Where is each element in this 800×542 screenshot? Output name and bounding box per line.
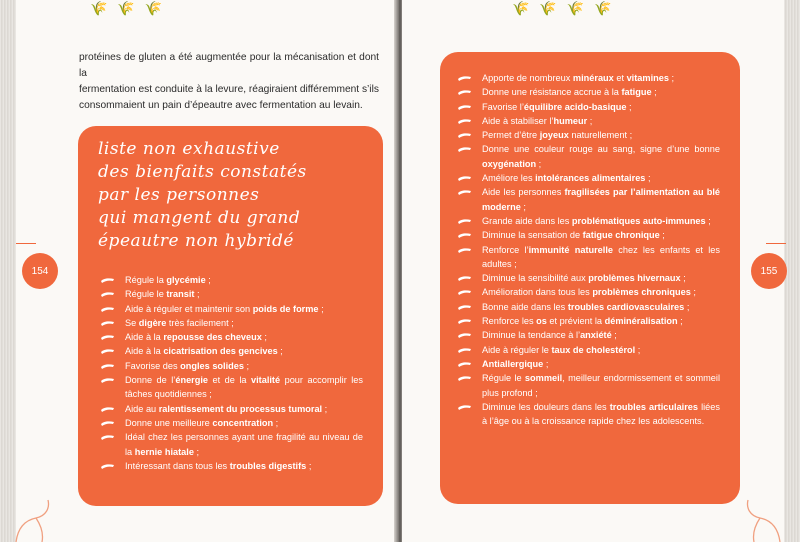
item-text: ; (243, 360, 250, 371)
brush-stroke-icon (458, 175, 471, 181)
item-text: ; (543, 358, 549, 369)
item-text: Diminue la sensation de (482, 230, 583, 241)
item-text: naturellement ; (568, 130, 633, 141)
brush-stroke-icon (458, 146, 471, 152)
item-text: ; (306, 460, 312, 471)
item-text: Favorise l’ (482, 101, 524, 112)
item-keyword: déminéralisation (604, 316, 678, 327)
item-text: Aide à la (125, 346, 164, 357)
item-text: Favorise des (125, 360, 181, 371)
box-title (98, 138, 368, 253)
brush-stroke-icon (101, 334, 114, 340)
item-text: Améliore les (482, 173, 536, 184)
list-item (458, 314, 720, 328)
item-keyword: ongles solides (180, 360, 244, 371)
brush-stroke-icon (101, 434, 114, 440)
brush-stroke-icon (101, 291, 114, 297)
wheat-decoration-icon: 🌾🌾🌾 (90, 0, 173, 16)
item-keyword: oxygénation (482, 158, 537, 169)
item-keyword: fatigue (621, 87, 652, 98)
page-number-badge (751, 253, 787, 289)
brush-stroke-icon (458, 132, 471, 138)
item-text: Aide à réguler et maintenir son (125, 303, 253, 314)
item-text: ; (261, 332, 267, 343)
box-title-line: des bienfaits constatés (98, 162, 307, 182)
item-text: Aide à stabiliser l’ (482, 115, 554, 126)
list-item (101, 416, 363, 430)
list-item (458, 114, 720, 128)
item-text: ; (194, 289, 200, 300)
item-keyword: sommeil (524, 373, 563, 384)
list-item (458, 85, 720, 99)
item-text: Aide à réguler le (482, 344, 552, 355)
item-text: Donne une résistance accrue à la (482, 87, 622, 98)
item-keyword: problématiques auto-immunes (571, 215, 706, 226)
list-item (458, 357, 720, 371)
list-item (458, 300, 720, 314)
item-text: Donne une meilleure (125, 417, 213, 428)
item-text: Aide au (125, 403, 159, 414)
brush-stroke-icon (458, 289, 471, 295)
item-text: ; (205, 275, 211, 285)
item-text: ; (635, 344, 641, 355)
brush-stroke-icon (101, 320, 114, 326)
item-text: Aide à la (125, 332, 164, 343)
list-item (458, 171, 720, 185)
item-text: Régule le (482, 373, 525, 384)
brush-stroke-icon (101, 420, 114, 426)
item-text: Diminue les douleurs dans les (482, 401, 610, 412)
item-text: ; (690, 287, 696, 298)
list-item (101, 373, 363, 402)
list-item (458, 214, 720, 228)
item-keyword: cicatrisation des gencives (163, 346, 278, 357)
item-text: ; (318, 303, 324, 314)
intro-line: protéines de gluten a été augmentée pour la mécanisation et dont la (79, 52, 379, 79)
brush-stroke-icon (101, 463, 114, 469)
list-item (101, 402, 363, 416)
item-text: Diminue la sensibilité aux (482, 273, 589, 284)
item-keyword: Antiallergique (482, 358, 544, 369)
brush-stroke-icon (458, 275, 471, 281)
item-text: Renforce l’ (482, 244, 529, 255)
face-line-drawing-icon (6, 492, 66, 542)
item-text: ; (626, 101, 632, 112)
item-text: ; (273, 417, 279, 428)
list-item (458, 100, 720, 114)
brush-stroke-icon (458, 118, 471, 124)
item-text: ; (659, 230, 665, 241)
box-title-line: par les personnes (98, 185, 260, 205)
page-number-badge (22, 253, 58, 289)
item-keyword: fatigue chronique (582, 230, 660, 241)
list-item (458, 328, 720, 342)
item-text: , meilleur endormissement et sommeil plus profond ; (482, 373, 720, 398)
list-item (101, 359, 363, 373)
item-keyword: troubles digestifs (229, 460, 307, 471)
item-text: Grande aide dans les (482, 215, 572, 226)
item-text: ; (705, 215, 711, 226)
item-text: Idéal chez les personnes ayant une fragilité au niveau de la (125, 432, 363, 457)
item-text: et (613, 73, 627, 83)
list-item (101, 302, 363, 316)
item-text: très facilement ; (166, 317, 234, 328)
item-text: ; (651, 87, 657, 98)
item-text: ; (611, 330, 617, 341)
item-text: ; (684, 301, 690, 312)
item-keyword: équilibre acido-basique (523, 101, 627, 112)
list-item (458, 71, 720, 85)
item-keyword: ralentissement du processus tumoral (158, 403, 323, 414)
benefits-list-right (458, 71, 720, 428)
brush-stroke-icon (101, 277, 114, 283)
item-keyword: problèmes chroniques (592, 287, 691, 298)
item-text: ; (677, 316, 683, 327)
box-title-line: qui mangent du grand (98, 208, 301, 228)
item-keyword: troubles cardiovasculaires (567, 301, 685, 312)
page-number-line (16, 243, 36, 244)
item-text: ; (277, 346, 283, 357)
page-number: 155 (760, 265, 778, 277)
list-item (101, 316, 363, 330)
item-keyword: immunité naturelle (528, 244, 614, 255)
brush-stroke-icon (101, 406, 114, 412)
item-text: Se (125, 317, 139, 328)
brush-stroke-icon (101, 363, 114, 369)
brush-stroke-icon (458, 404, 471, 410)
item-text: liées à l’âge ou à la croissance rapide chez les adolescents. (482, 401, 720, 427)
item-text: pour accomplir les tâches quotidiennes ; (125, 375, 363, 400)
item-keyword: troubles articulaires (609, 401, 699, 412)
brush-stroke-icon (458, 232, 471, 238)
brush-stroke-icon (458, 104, 471, 110)
list-item (101, 459, 363, 473)
item-text: ; (645, 173, 651, 184)
item-text: Donne une couleur rouge au sang, signe d’une bonne (482, 144, 720, 155)
brush-stroke-icon (101, 306, 114, 312)
intro-line: fermentation est conduite à la levure, réagiraient différemment s’ils (79, 84, 379, 95)
item-keyword: hernie hiatale (134, 446, 194, 457)
item-text: Intéressant dans tous les (125, 460, 230, 471)
item-keyword: transit (166, 289, 195, 300)
item-text: chez les enfants et les adultes ; (482, 244, 720, 269)
list-item (458, 400, 720, 429)
item-text: Régule le (125, 289, 167, 300)
list-item (458, 185, 720, 214)
wheat-decoration-icon: 🌾🌾🌾🌾 (512, 0, 622, 16)
brush-stroke-icon (458, 361, 471, 367)
item-keyword: fragilisées par l’alimentation au blé moderne (482, 187, 720, 212)
list-item (458, 142, 720, 171)
item-keyword: repousse des cheveux (163, 332, 262, 343)
item-keyword: vitalité (251, 375, 281, 386)
list-item (101, 287, 363, 301)
item-keyword: vitamines (626, 73, 669, 83)
list-item (458, 285, 720, 299)
item-keyword: intolérances alimentaires (535, 173, 646, 184)
item-text: ; (680, 273, 686, 284)
list-item (458, 228, 720, 242)
item-text: Régule la (125, 275, 167, 285)
brush-stroke-icon (458, 247, 471, 253)
intro-paragraph (79, 50, 379, 114)
item-keyword: os (536, 316, 547, 327)
item-keyword: problèmes hivernaux (588, 273, 681, 284)
page-edges-left (0, 0, 16, 542)
item-keyword: poids de forme (252, 303, 319, 314)
item-text: Renforce les (482, 316, 537, 327)
item-text: Aide les personnes (482, 187, 565, 198)
list-item (101, 273, 363, 287)
item-keyword: énergie (175, 375, 209, 386)
item-text: Permet d’être (482, 130, 540, 141)
list-item (101, 430, 363, 459)
item-text: ; (668, 73, 675, 83)
item-text: Bonne aide dans les (482, 301, 568, 312)
face-line-drawing-icon (730, 492, 790, 542)
item-keyword: anxiété (580, 330, 612, 341)
list-item (458, 271, 720, 285)
brush-stroke-icon (458, 318, 471, 324)
box-title-line: épeautre non hybridé (98, 231, 294, 251)
brush-stroke-icon (458, 89, 471, 95)
brush-stroke-icon (101, 377, 114, 383)
item-text: Diminue la tendance à l’ (482, 330, 581, 341)
list-item (458, 243, 720, 272)
item-keyword: minéraux (572, 73, 614, 83)
item-text: Apporte de nombreux (482, 73, 573, 83)
item-keyword: concentration (212, 417, 274, 428)
item-text: ; (322, 403, 328, 414)
list-item (458, 343, 720, 357)
item-keyword: joyeux (539, 130, 569, 141)
list-item (101, 344, 363, 358)
list-item (458, 128, 720, 142)
item-text: ; (193, 446, 200, 457)
item-text: ; (536, 158, 542, 169)
brush-stroke-icon (458, 332, 471, 338)
brush-stroke-icon (458, 218, 471, 224)
left-page (0, 0, 398, 542)
item-text: et prévient la (546, 316, 605, 327)
page-number-line (766, 243, 786, 244)
item-text: Donne de l’ (125, 375, 176, 386)
item-keyword: glycémie (166, 275, 206, 285)
item-text: ; (520, 201, 526, 212)
brush-stroke-icon (458, 347, 471, 353)
brush-stroke-icon (458, 304, 471, 310)
brush-stroke-icon (458, 375, 471, 381)
item-keyword: humeur (553, 115, 588, 126)
list-item (458, 371, 720, 400)
item-text: ; (587, 115, 593, 126)
item-keyword: taux de cholestérol (551, 344, 636, 355)
intro-line: consommaient un pain d’épeautre avec fermentation au levain. (79, 100, 363, 111)
list-item (101, 330, 363, 344)
brush-stroke-icon (458, 75, 471, 81)
brush-stroke-icon (458, 189, 471, 195)
item-text: et de la (208, 375, 251, 386)
item-keyword: digère (138, 317, 167, 328)
box-title-line: liste non exhaustive (98, 139, 280, 159)
page-number: 154 (31, 265, 49, 277)
benefits-list-left (101, 273, 363, 473)
brush-stroke-icon (101, 348, 114, 354)
item-text: Amélioration dans tous les (482, 287, 593, 298)
